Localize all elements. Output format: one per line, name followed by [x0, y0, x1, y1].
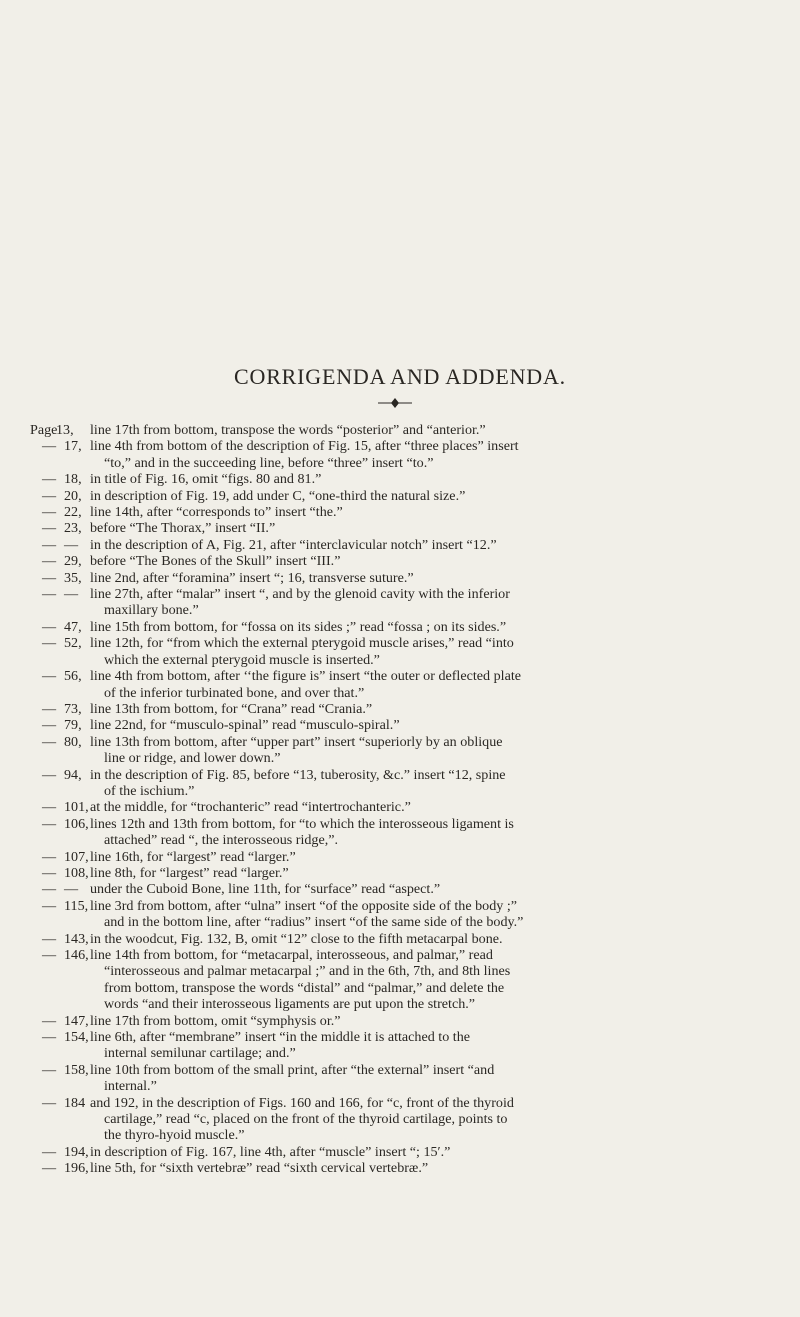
entry-line: line 3rd from bottom, after “ulna” insert “of the opposite side of the body ;”: [90, 897, 517, 914]
ditto-dash: —: [42, 897, 57, 914]
corrigendum-entry: [30, 881, 790, 897]
corrigendum-entry: [30, 635, 790, 668]
ditto-dash: —: [42, 1094, 57, 1111]
entry-continuation: internal.”: [104, 1078, 157, 1095]
entry-continuation: “to,” and in the succeeding line, before “three” insert “to.”: [104, 454, 434, 471]
ditto-dash: —: [42, 536, 57, 553]
corrigendum-entry: [30, 898, 790, 931]
divider-ornament: [350, 397, 440, 409]
page-number: 18,: [64, 471, 82, 488]
corrigendum-entry: [30, 471, 790, 487]
corrigendum-entry: [30, 504, 790, 520]
entry-continuation: the thyro-hyoid muscle.”: [104, 1127, 245, 1144]
entry-continuation: cartilage,” read “c, placed on the front of the thyroid cartilage, points to: [104, 1111, 508, 1128]
corrigendum-entry: [30, 1062, 790, 1095]
entry-continuation: and in the bottom line, after “radius” insert “of the same side of the body.”: [104, 914, 524, 931]
page-number: 73,: [64, 700, 82, 717]
entry-line: line 6th, after “membrane” insert “in the middle it is attached to the: [90, 1029, 471, 1046]
entry-reference: [30, 701, 90, 717]
entry-reference: [30, 734, 90, 767]
entry-continuation: words “and their interosseous ligaments are put upon the stretch.”: [104, 996, 476, 1013]
entry-reference: [30, 898, 90, 931]
corrigendum-entry: [30, 668, 790, 701]
entry-reference: [30, 1013, 90, 1029]
corrigendum-entry: [30, 1029, 790, 1062]
ditto-dash: —: [42, 569, 57, 586]
corrigendum-entry: [30, 767, 790, 800]
ditto-dash: —: [42, 947, 57, 963]
entry-reference: [30, 422, 90, 438]
page-number: 101,: [64, 799, 89, 816]
entry-reference: [30, 553, 90, 569]
entry-text: [90, 1095, 790, 1144]
entry-reference: [30, 1144, 90, 1160]
ditto-dash: —: [42, 553, 57, 570]
entry-line: line 4th from bottom of the description of Fig. 15, after “three places” insert: [90, 438, 519, 455]
entry-text: [90, 1029, 790, 1062]
page-number: 107,: [64, 848, 89, 865]
entry-continuation: line or ridge, and lower down.”: [104, 750, 281, 767]
corrigendum-entry: [30, 520, 790, 536]
entry-reference: [30, 816, 90, 849]
page-number: 13,: [56, 422, 74, 438]
ditto-dash: —: [42, 848, 57, 865]
entry-line: line 12th, for “from which the external pterygoid muscle arises,” read “into: [90, 635, 514, 652]
entry-text: [90, 438, 790, 471]
entry-line: line 13th from bottom, after “upper part” insert “superiorly by an oblique: [90, 733, 503, 750]
corrigendum-entry: [30, 619, 790, 635]
entry-text: [90, 422, 790, 438]
entry-reference: [30, 570, 90, 586]
entry-line: line 27th, after “malar” insert “, and by the glenoid cavity with the inferior: [90, 586, 510, 603]
corrigendum-entry: [30, 1160, 790, 1176]
page-number: —: [64, 536, 79, 553]
entry-text: [90, 635, 790, 668]
page-number: 184: [64, 1094, 86, 1111]
page-number: 35,: [64, 569, 82, 586]
page-number: 147,: [64, 1012, 89, 1029]
corrigendum-entry: [30, 422, 790, 438]
entry-text: [90, 586, 790, 619]
ditto-dash: —: [42, 700, 57, 717]
entry-text: [90, 1013, 790, 1029]
entry-continuation: maxillary bone.”: [104, 602, 199, 619]
entry-reference: [30, 799, 90, 815]
page-title: CORRIGENDA AND ADDENDA.: [234, 364, 566, 389]
page-number: 106,: [64, 815, 89, 832]
ditto-dash: —: [42, 864, 57, 881]
entry-reference: [30, 471, 90, 487]
corrigendum-entry: [30, 537, 790, 553]
entry-text: [90, 668, 790, 701]
entry-reference: [30, 767, 90, 800]
corrigendum-entry: [30, 438, 790, 471]
entry-continuation: attached” read “, the interosseous ridge,”.: [104, 832, 339, 849]
entry-reference: [30, 881, 90, 897]
corrigendum-entry: [30, 1144, 790, 1160]
entry-reference: [30, 438, 90, 471]
page-number: —: [64, 586, 79, 603]
entry-text: [90, 471, 790, 487]
page-number: 158,: [64, 1061, 89, 1078]
ditto-dash: —: [42, 438, 57, 455]
entry-reference: [30, 537, 90, 553]
ditto-dash: —: [42, 1160, 57, 1177]
page-number: 20,: [64, 487, 82, 504]
entry-line: line 15th from bottom, for “fossa on its sides ;” read “fossa ; on its sides.”: [90, 618, 507, 635]
page-number: 56,: [64, 668, 82, 685]
entry-continuation: internal semilunar cartilage; and.”: [104, 1045, 296, 1062]
entry-text: [90, 1144, 790, 1160]
page-number: 29,: [64, 553, 82, 570]
entry-line: line 13th from bottom, for “Crana” read “Crania.”: [90, 700, 373, 717]
corrigendum-entry: [30, 553, 790, 569]
entry-reference: [30, 865, 90, 881]
entry-continuation: which the external pterygoid muscle is inserted.”: [104, 651, 380, 668]
entry-text: [90, 488, 790, 504]
ditto-dash: —: [42, 733, 57, 750]
ditto-dash: —: [42, 1029, 57, 1046]
page-number: 23,: [64, 520, 82, 537]
entry-line: in the description of A, Fig. 21, after “interclavicular notch” insert “12.”: [90, 536, 497, 553]
entry-reference: [30, 1095, 90, 1144]
entry-text: [90, 947, 790, 1013]
entry-text: [90, 701, 790, 717]
entry-text: [90, 816, 790, 849]
entry-reference: [30, 520, 90, 536]
entry-reference: [30, 488, 90, 504]
entry-reference: [30, 504, 90, 520]
entry-continuation: of the ischium.”: [104, 782, 195, 799]
page-number: 143,: [64, 930, 89, 947]
page-number: 146,: [64, 947, 89, 963]
entry-reference: [30, 931, 90, 947]
ditto-dash: —: [42, 799, 57, 816]
entry-text: [90, 520, 790, 536]
ditto-dash: —: [42, 815, 57, 832]
ditto-dash: —: [42, 881, 57, 898]
ditto-dash: —: [42, 635, 57, 652]
page-number: 52,: [64, 635, 82, 652]
corrigendum-entry: [30, 947, 790, 1013]
entry-continuation: from bottom, transpose the words “distal” and “palmar,” and delete the: [104, 979, 505, 996]
ditto-dash: —: [42, 504, 57, 521]
entry-text: [90, 881, 790, 897]
corrigendum-entry: [30, 816, 790, 849]
page-number: 94,: [64, 766, 82, 783]
entry-reference: [30, 619, 90, 635]
entry-text: [90, 553, 790, 569]
entry-reference: [30, 1062, 90, 1095]
corrigendum-entry: [30, 488, 790, 504]
entry-line: line 10th from bottom of the small print, after “the external” insert “and: [90, 1061, 495, 1078]
entry-text: [90, 849, 790, 865]
entry-text: [90, 1062, 790, 1095]
ditto-dash: —: [42, 487, 57, 504]
entry-line: line 14th from bottom, for “metacarpal, interosseous, and palmar,” read: [90, 947, 493, 963]
entry-text: [90, 767, 790, 800]
corrigendum-entry: [30, 865, 790, 881]
entry-line: line 14th, after “corresponds to” insert “the.”: [90, 504, 343, 521]
entry-reference: [30, 717, 90, 733]
entry-line: line 17th from bottom, transpose the words “posterior” and “anterior.”: [90, 422, 486, 438]
page-word: Page: [30, 422, 58, 438]
entry-line: line 5th, for “sixth vertebræ” read “sixth cervical vertebræ.”: [90, 1160, 429, 1177]
entry-reference: [30, 1029, 90, 1062]
page-number: —: [64, 881, 79, 898]
entry-text: [90, 619, 790, 635]
ditto-dash: —: [42, 471, 57, 488]
page-number: 79,: [64, 717, 82, 734]
ditto-dash: —: [42, 766, 57, 783]
entry-line: line 17th from bottom, omit “symphysis or.”: [90, 1012, 341, 1029]
page-number: 80,: [64, 733, 82, 750]
corrigendum-entry: [30, 799, 790, 815]
entry-line: in the woodcut, Fig. 132, B, omit “12” close to the fifth metacarpal bone.: [90, 930, 503, 947]
corrigendum-entry: [30, 570, 790, 586]
entry-reference: [30, 1160, 90, 1176]
entry-text: [90, 734, 790, 767]
entry-text: [90, 799, 790, 815]
entry-text: [90, 865, 790, 881]
entry-text: [90, 898, 790, 931]
corrigenda-list: [30, 422, 790, 1177]
entry-line: lines 12th and 13th from bottom, for “to which the interosseous ligament is: [90, 815, 514, 832]
corrigendum-entry: [30, 849, 790, 865]
corrigendum-entry: [30, 701, 790, 717]
entry-line: line 8th, for “largest” read “larger.”: [90, 864, 289, 881]
entry-reference: [30, 849, 90, 865]
ditto-dash: —: [42, 717, 57, 734]
entry-reference: [30, 668, 90, 701]
corrigendum-entry: [30, 931, 790, 947]
page-number: 17,: [64, 438, 82, 455]
corrigendum-entry: [30, 586, 790, 619]
page-number: 154,: [64, 1029, 89, 1046]
ditto-dash: —: [42, 930, 57, 947]
page-number: 47,: [64, 618, 82, 635]
ditto-dash: —: [42, 1061, 57, 1078]
ditto-dash: —: [42, 586, 57, 603]
corrigendum-entry: [30, 1013, 790, 1029]
entry-text: [90, 717, 790, 733]
entry-line: in description of Fig. 167, line 4th, after “muscle” insert “; 15′.”: [90, 1143, 451, 1160]
page-number: 196,: [64, 1160, 89, 1177]
entry-line: before “The Bones of the Skull” insert “III.”: [90, 553, 341, 570]
entry-text: [90, 504, 790, 520]
entry-continuation: “interosseous and palmar metacarpal ;” and in the 6th, 7th, and 8th lines: [104, 963, 511, 980]
entry-text: [90, 1160, 790, 1176]
entry-reference: [30, 635, 90, 668]
ditto-dash: —: [42, 1012, 57, 1029]
entry-line: in the description of Fig. 85, before “13, tuberosity, &c.” insert “12, spine: [90, 766, 506, 783]
entry-line: at the middle, for “trochanteric” read “intertrochanteric.”: [90, 799, 411, 816]
entry-line: line 22nd, for “musculo-spinal” read “musculo-spiral.”: [90, 717, 400, 734]
page-number: 115,: [64, 897, 89, 914]
entry-text: [90, 931, 790, 947]
ditto-dash: —: [42, 520, 57, 537]
corrigendum-entry: [30, 734, 790, 767]
entry-line: line 2nd, after “foramina” insert “; 16, transverse suture.”: [90, 569, 414, 586]
entry-line: in description of Fig. 19, add under C, “one-third the natural size.”: [90, 487, 466, 504]
entry-line: in title of Fig. 16, omit “figs. 80 and 81.”: [90, 471, 322, 488]
page-number: 194,: [64, 1143, 89, 1160]
ditto-dash: —: [42, 668, 57, 685]
entry-line: and 192, in the description of Figs. 160 and 166, for “c, front of the thyroid: [90, 1094, 514, 1111]
corrigendum-entry: [30, 717, 790, 733]
entry-text: [90, 570, 790, 586]
entry-line: under the Cuboid Bone, line 11th, for “surface” read “aspect.”: [90, 881, 441, 898]
ditto-dash: —: [42, 1143, 57, 1160]
ditto-dash: —: [42, 618, 57, 635]
entry-line: before “The Thorax,” insert “II.”: [90, 520, 276, 537]
page-number: 22,: [64, 504, 82, 521]
entry-line: line 4th from bottom, after ‘‘the figure is” insert “the outer or deflected plate: [90, 668, 521, 685]
entry-line: line 16th, for “largest” read “larger.”: [90, 848, 296, 865]
entry-continuation: of the inferior turbinated bone, and over that.”: [104, 684, 365, 701]
page-number: 108,: [64, 864, 89, 881]
entry-reference: [30, 586, 90, 619]
corrigendum-entry: [30, 1095, 790, 1144]
entry-reference: [30, 947, 90, 1013]
entry-text: [90, 537, 790, 553]
